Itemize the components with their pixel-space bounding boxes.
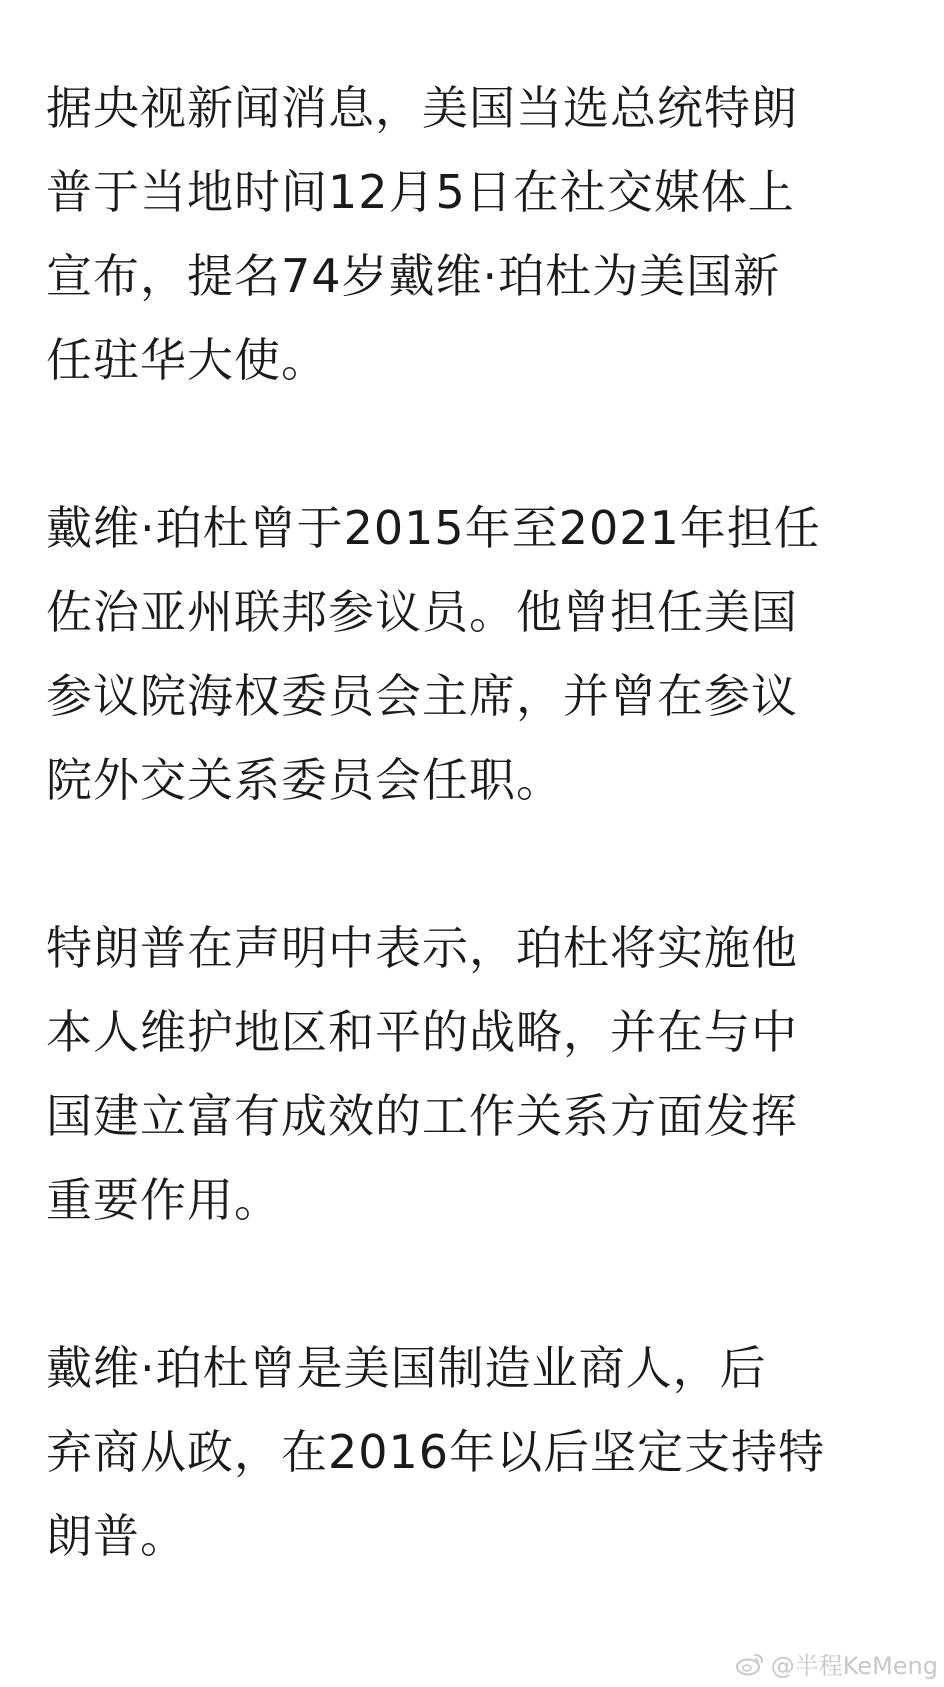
paragraph-line: 戴维·珀杜曾于2015年至2021年担任 <box>46 501 821 555</box>
watermark-text: @半程KeMeng <box>770 1652 938 1680</box>
watermark <box>735 1646 938 1681</box>
paragraph-line: 普于当地时间12月5日在社交媒体上 <box>46 165 795 219</box>
paragraph-line: 参议院海权委员会主席，并曾在参议 <box>46 669 798 723</box>
paragraph-line: 国建立富有成效的工作关系方面发挥 <box>46 1089 798 1143</box>
paragraph-line: 本人维护地区和平的战略，并在与中 <box>46 1005 798 1059</box>
paragraph-2 <box>46 486 906 822</box>
paragraph-3 <box>46 906 906 1242</box>
paragraph-line: 宣布，提名74岁戴维·珀杜为美国新 <box>46 249 781 303</box>
paragraph-line: 朗普。 <box>46 1509 187 1563</box>
paragraph-line: 特朗普在声明中表示，珀杜将实施他 <box>46 921 798 975</box>
paragraph-line: 戴维·珀杜曾是美国制造业商人，后 <box>46 1341 767 1395</box>
paragraph-line: 弃商从政，在2016年以后坚定支持特 <box>46 1425 826 1479</box>
paragraph-line: 任驻华大使。 <box>46 333 328 387</box>
paragraph-1 <box>46 66 906 402</box>
paragraph-line: 据央视新闻消息，美国当选总统特朗 <box>46 81 798 135</box>
article-body <box>46 66 906 1578</box>
paragraph-line: 重要作用。 <box>46 1173 281 1227</box>
weibo-icon <box>735 1652 765 1676</box>
paragraph-4 <box>46 1326 906 1578</box>
paragraph-line: 佐治亚州联邦参议员。他曾担任美国 <box>46 585 798 639</box>
paragraph-line: 院外交关系委员会任职。 <box>46 753 563 807</box>
